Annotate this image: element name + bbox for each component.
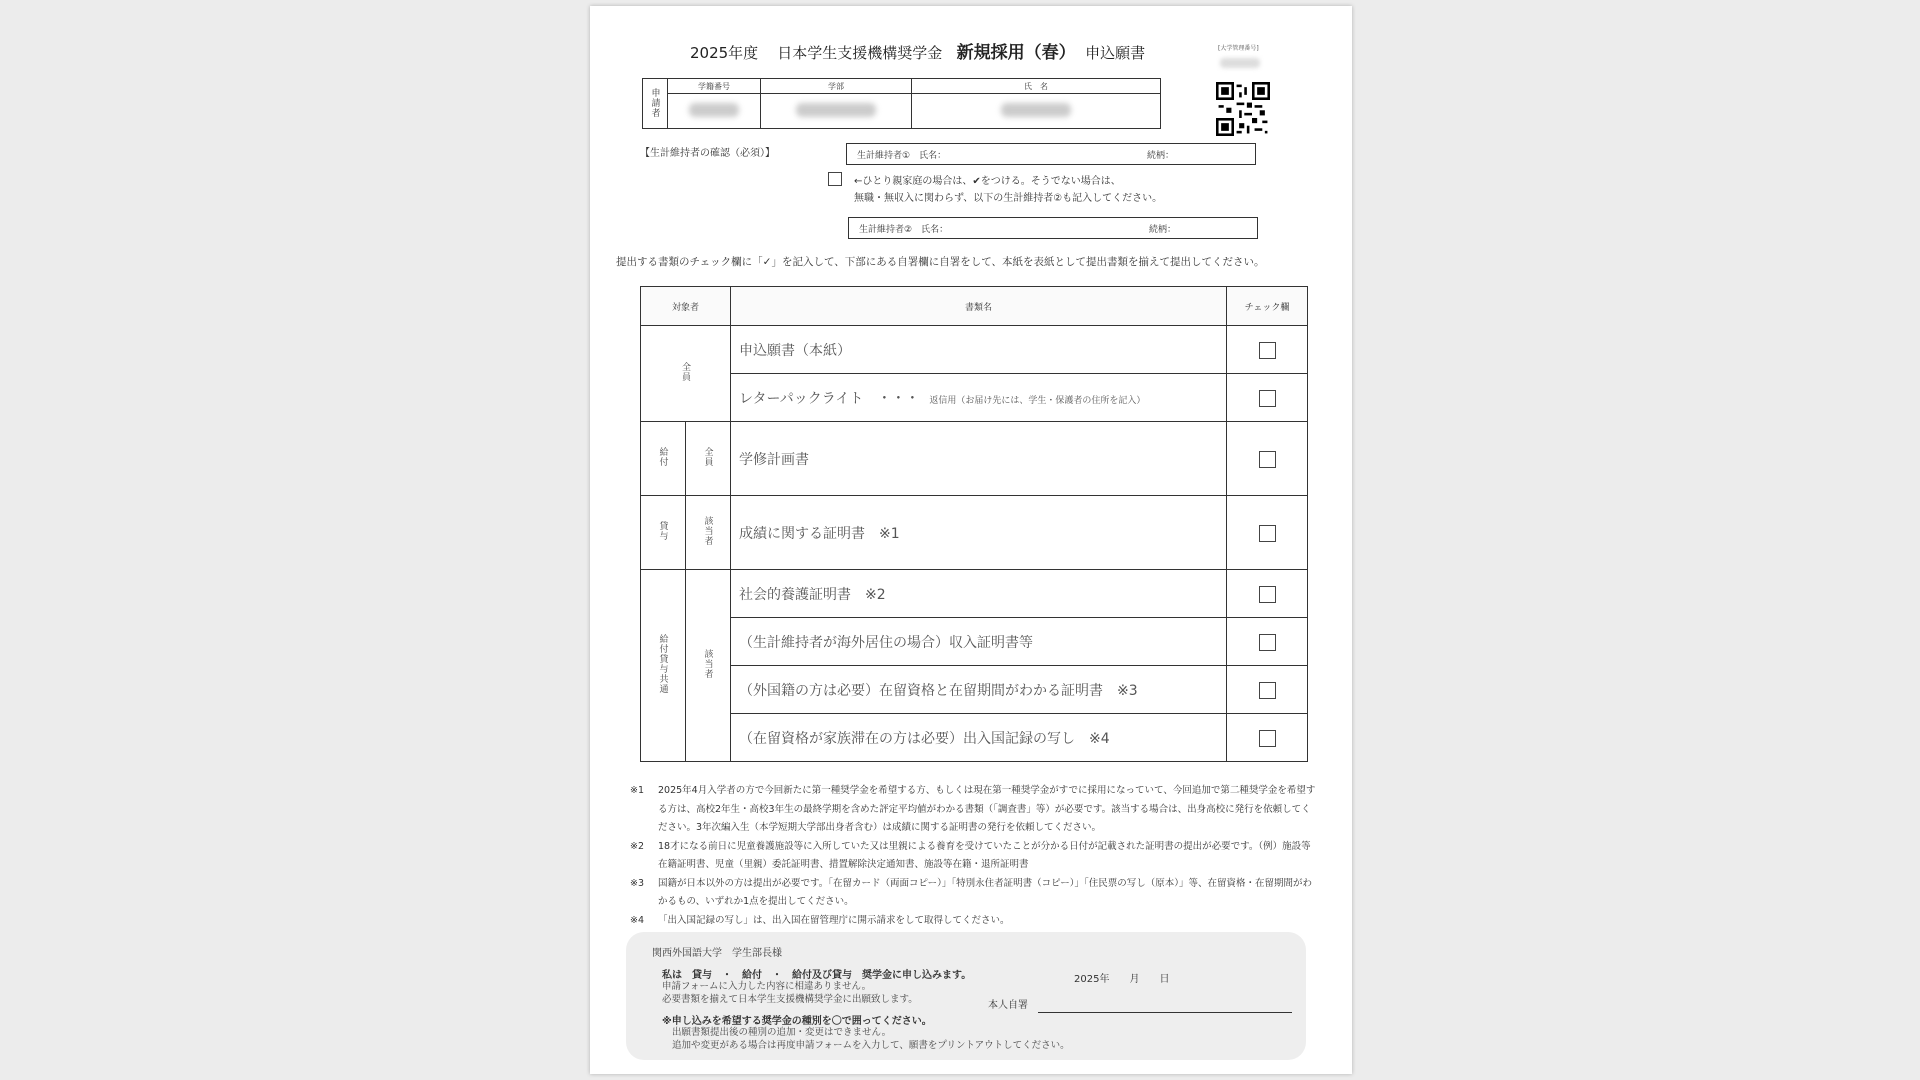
supporter-2-relation-label: 続柄：	[1149, 224, 1177, 235]
management-number-redacted	[1220, 58, 1260, 68]
supporter-1-relation-label: 続柄：	[1147, 150, 1175, 161]
doc-row-0-check-cell	[1227, 326, 1308, 374]
footnote-text: 「出入国記録の写し」は、出入国在留管理庁に開示請求をして取得してください。	[658, 914, 1010, 926]
title-suffix: 申込願書	[1085, 44, 1146, 62]
submission-instruction: 提出する書類のチェック欄に「✓」を記入して、下部にある自署欄に自署をして、本紙を表紙として提出書類を揃えて提出してください。	[616, 256, 1265, 268]
doc-row-3-checkbox[interactable]	[1259, 525, 1276, 542]
sub-applicable-cell: 該当者	[686, 496, 731, 570]
single-parent-note	[854, 173, 1162, 207]
doc-row-3-label: 成績に関する証明書 ※1	[731, 496, 1227, 570]
title-main: 新規採用（春）	[956, 43, 1076, 63]
applicant-info-table	[642, 78, 1161, 129]
doc-row-1-check-cell	[1227, 374, 1308, 422]
student-number-header: 学籍番号	[668, 79, 761, 94]
management-number-label: [大学管理番号]	[1218, 45, 1259, 52]
doc-row-2-checkbox[interactable]	[1259, 451, 1276, 468]
doc-row-7-check-cell	[1227, 714, 1308, 762]
doc-row-1-checkbox[interactable]	[1259, 390, 1276, 407]
redacted-value	[1001, 103, 1071, 117]
single-parent-note-line2: 無職・無収入に関わらず、以下の生計維持者②も記入してください。	[854, 193, 1163, 204]
sub-all-cell: 全員	[686, 422, 731, 496]
signature-date: 2025年 月 日	[1074, 974, 1170, 985]
check-header: チェック欄	[1227, 287, 1308, 326]
footnote-text: 2025年4月入学者の方で今回新たに第一種奨学金を希望する方、もしくは現在第一種奨学金がすでに採用になっていて、今回追加で第二種奨学金を希望する方は、高校2年生・高校3年生の最終学期を含めた評定平均値がわかる書類（「調査書」等）が必要です。該当する場合は、出身高校に発行を依頼してください。3年次編入生（本学短期大学部出身者含む）は成績に関する証明書の発行を依頼してください。	[658, 785, 1316, 833]
footnote-mark: ※3	[630, 877, 645, 889]
declaration-note-1: 申請フォームに入力した内容に相違ありません。	[662, 981, 872, 992]
doc-row-3-check-cell	[1227, 496, 1308, 570]
group-all-cell: 全員	[641, 326, 731, 422]
title-org: 日本学生支援機構奨学金	[777, 44, 943, 62]
application-declaration: 私は 貸与 ・ 給付 ・ 給付及び貸与 奨学金に申し込みます。	[662, 970, 972, 981]
redacted-value	[689, 103, 739, 117]
supporter-1-field[interactable]	[846, 143, 1256, 165]
supporter-2-field[interactable]	[848, 217, 1258, 239]
group-kyufu-cell: 給付	[641, 422, 686, 496]
doc-row-2-label: 学修計画書	[731, 422, 1227, 496]
doc-row-6-checkbox[interactable]	[1259, 682, 1276, 699]
doc-row-5-check-cell	[1227, 618, 1308, 666]
supporter-1-label: 生計維持者① 氏名：	[857, 150, 947, 161]
scholarship-type-instruction: ※申し込みを希望する奨学金の種別を〇で囲ってください。	[662, 1016, 932, 1027]
doc-row-1	[731, 374, 1227, 422]
redacted-value	[796, 103, 876, 117]
supporter-confirm-label: 【生計維持者の確認（必須）】	[640, 148, 775, 159]
footnote-text: 18才になる前日に児童養護施設等に入所していた又は里親による養育を受けていたことが分かる日付が記載された証明書の提出が必要です。（例）施設等在籍証明書、児童（里親）委託証明書、措置解除決定通知書、施設等在籍・退所証明書	[658, 840, 1311, 870]
sub-applicable-cell-2: 該当者	[686, 570, 731, 762]
target-header: 対象者	[641, 287, 731, 326]
application-form-page	[590, 6, 1352, 1074]
single-parent-note-line1: ←ひとり親家庭の場合は、✔をつける。そうでない場合は、	[854, 176, 1121, 187]
footnote-mark: ※2	[630, 840, 645, 852]
footnote-mark: ※4	[630, 914, 645, 926]
declaration-notes	[662, 980, 918, 1006]
footnote-text: 国籍が日本以外の方は提出が必要です。「在留カード（両面コピー）」「特別永住者証明書（コピー）」「住民票の写し（原本）」等、在留資格・在留期間がわかるもの、いずれか1点を提出してください。	[658, 877, 1312, 907]
applicant-side-label: 申請者	[643, 79, 668, 129]
type-note-2: 追加や変更がある場合は再度申請フォームを入力して、願書をプリントアウトしてください。	[672, 1040, 1070, 1051]
addressee: 関西外国語大学 学生部長様	[652, 948, 782, 959]
doc-row-5-checkbox[interactable]	[1259, 634, 1276, 651]
doc-row-0-label: 申込願書（本紙）	[731, 326, 1227, 374]
scholarship-type-notes	[672, 1026, 1070, 1052]
single-parent-checkbox[interactable]	[828, 172, 842, 186]
signature-label: 本人自署	[988, 1000, 1028, 1011]
footnote-2	[630, 838, 1320, 875]
doc-row-4-label: 社会的養護証明書 ※2	[731, 570, 1227, 618]
student-number-field[interactable]	[668, 94, 761, 129]
footnotes	[630, 782, 1320, 930]
footnote-4	[630, 912, 1320, 931]
doc-row-5-label: （生計維持者が海外居住の場合）収入証明書等	[731, 618, 1227, 666]
doc-row-1-label: レターパックライト ・・・	[739, 390, 920, 407]
doc-row-4-checkbox[interactable]	[1259, 586, 1276, 603]
doc-row-7-label: （在留資格が家族滞在の方は必要）出入国記録の写し ※4	[731, 714, 1227, 762]
group-common-cell: 給付貸与共通	[641, 570, 686, 762]
faculty-field[interactable]	[761, 94, 912, 129]
signature-line[interactable]	[1038, 1012, 1292, 1013]
documents-checklist-table	[640, 286, 1308, 762]
name-field[interactable]	[912, 94, 1161, 129]
footnote-3	[630, 875, 1320, 912]
supporter-2-label: 生計維持者② 氏名：	[859, 224, 949, 235]
type-note-1: 出願書類提出後の種別の追加・変更はできません。	[672, 1027, 892, 1038]
signature-section	[626, 932, 1306, 1060]
footnote-mark: ※1	[630, 785, 645, 796]
form-title	[690, 38, 1146, 63]
name-header: 氏 名	[912, 79, 1161, 94]
doc-row-4-check-cell	[1227, 570, 1308, 618]
doc-row-1-note: 返信用（お届け先には、学生・保護者の住所を記入）	[929, 395, 1146, 406]
title-year: 2025年度	[690, 44, 759, 62]
faculty-header: 学部	[761, 79, 912, 94]
doc-row-6-check-cell	[1227, 666, 1308, 714]
footnote-1	[630, 782, 1320, 838]
qr-code-icon	[1216, 82, 1270, 136]
doc-row-0-checkbox[interactable]	[1259, 342, 1276, 359]
doc-row-2-check-cell	[1227, 422, 1308, 496]
document-name-header: 書類名	[731, 287, 1227, 326]
group-taiyo-cell: 貸与	[641, 496, 686, 570]
doc-row-7-checkbox[interactable]	[1259, 730, 1276, 747]
declaration-note-2: 必要書類を揃えて日本学生支援機構奨学金に出願致します。	[662, 994, 918, 1005]
doc-row-6-label: （外国籍の方は必要）在留資格と在留期間がわかる証明書 ※3	[731, 666, 1227, 714]
